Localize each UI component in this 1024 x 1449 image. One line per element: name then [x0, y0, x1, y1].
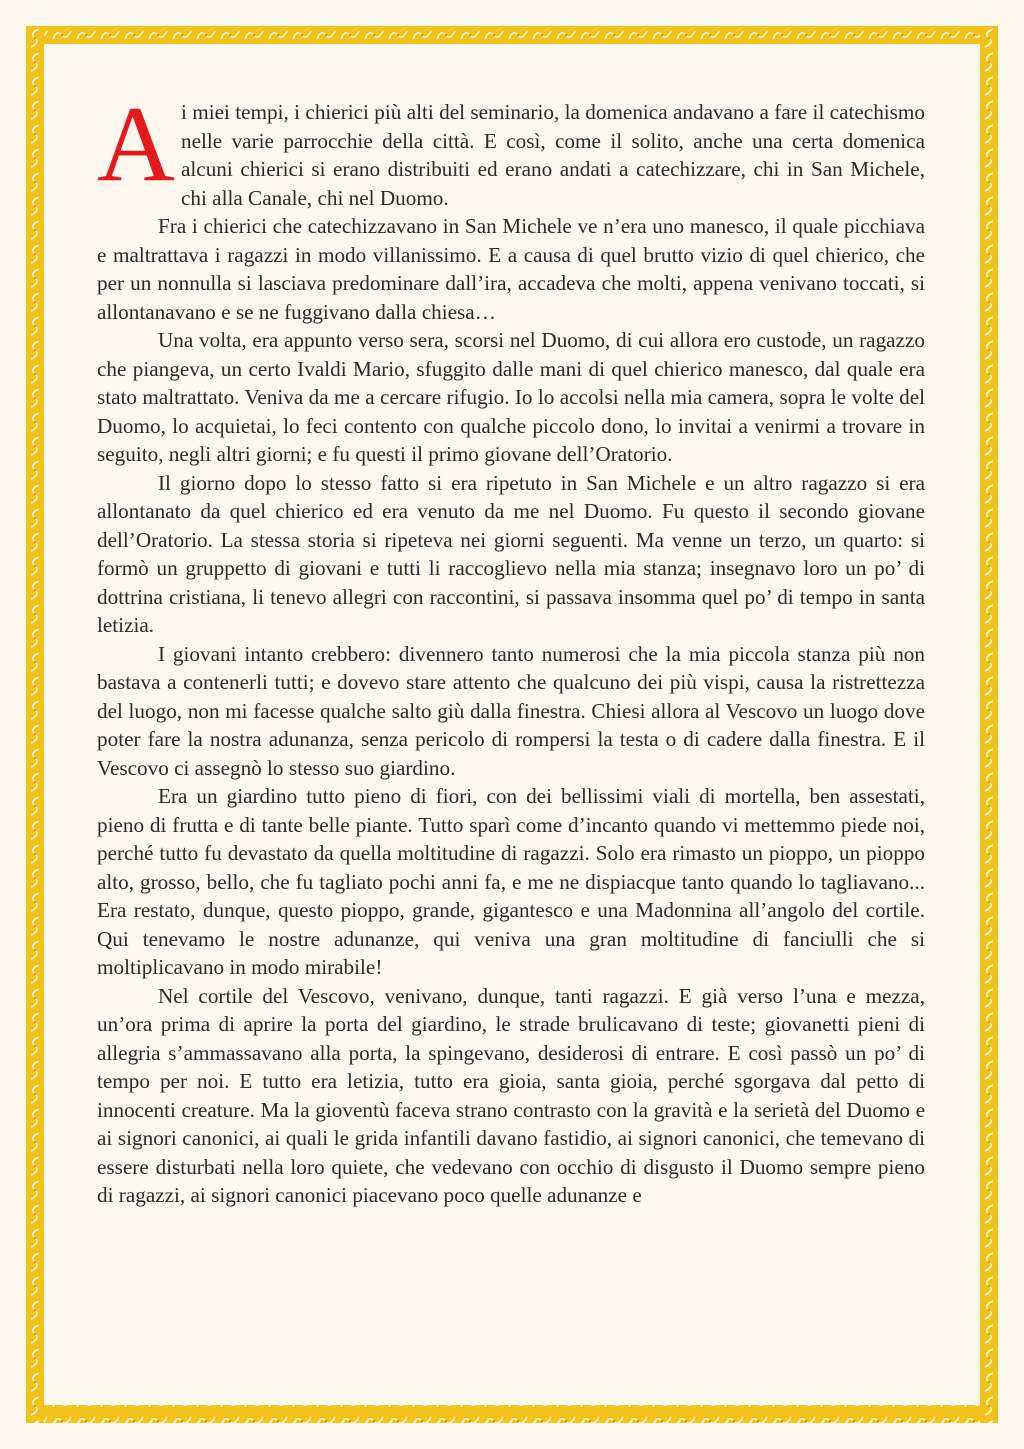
- paragraph-6: Era un giardino tutto pieno di fiori, con dei bellissimi viali di mortella, ben assestati, pieno di frutta e di tante belle piante. Tutto sparì come d’incanto quando vi mettemmo piede noi, perché tutto fu devastato da quella moltitudine di ragazzi. Solo era rimasto un pioppo, un pioppo alto, grosso, bello, che fu tagliato pochi anni fa, e me ne dispiacque tanto quando lo tagliavano... Era restato, dunque, questo pioppo, grande, gigantesco e una Madonnina all’angolo del cortile. Qui tenevamo le nostre adunanze, qui veniva una gran moltitudine di fanciulli che si moltiplicavano in modo mirabile!: [97, 784, 925, 979]
- document-body: [97, 85, 925, 1210]
- paragraph-2: Fra i chierici che catechizzavano in San Michele ve n’era uno manesco, il quale picchiava e maltrattava i ragazzi in modo villanissimo. E a causa di quel brutto vizio di quel chierico, che per un nonnulla si lasciava predominare dall’ira, accadeva che molti, appena venivano toccati, si allontanavano e se ne fuggivano dalla chiesa…: [97, 214, 925, 324]
- paragraph-4: Il giorno dopo lo stesso fatto si era ripetuto in San Michele e un altro ragazzo si era allontanato da quel chierico ed era venuto da me nel Duomo. Fu questo il secondo giovane dell’Oratorio. La stessa storia si ripeteva nei giorni seguenti. Ma venne un terzo, un quarto: si formò un gruppetto di giovani e tutti li raccoglievo nella mia stanza; insegnavo loro un po’ di dottrina cristiana, li tenevo allegri con raccontini, si passava insomma quel po’ di tempo in santa letizia.: [97, 470, 925, 637]
- paragraph-7: Nel cortile del Vescovo, venivano, dunque, tanti ragazzi. E già verso l’una e mezza, un’ora prima di aprire la porta del giardino, le strade brulicavano di teste; giovanetti pieni di allegria s’ammassavano alla porta, la spingevano, desiderosi di entrare. E così passò un po’ di tempo per noi. E tutto era letizia, tutto era gioia, santa gioia, perché sgorgava dal petto di innocenti creature. Ma la gioventù faceva strano contrasto con la gravità e la serietà del Duomo e ai signori canonici, ai quali le grida infantili davano fastidio, ai signori canonici, che temevano di essere disturbati nella loro quiete, che vedevano con occhio di disgusto il Duomo sempre pieno di ragazzi, ai signori canonici piacevano poco quelle adunanze e: [97, 983, 925, 1207]
- paragraph-5: I giovani intanto crebbero: divennero tanto numerosi che la mia piccola stanza più non bastava a contenerli tutti; e dovevo stare attento che qualcuno dei più vispi, causa la ristrettezza del luogo, non mi facesse qualche salto giù dalla finestra. Chiesi allora al Vescovo un luogo dove poter fare la nostra adunanza, senza pericolo di rompersi la testa o di cadere dalla finestra. E il Vescovo ci assegnò lo stesso suo giardino.: [97, 641, 925, 780]
- drop-cap: A: [97, 85, 175, 204]
- paragraph-1: [97, 85, 925, 212]
- paragraph-1-text: i miei tempi, i chierici più alti del seminario, la domenica andavano a fare il catechismo nelle varie parrocchie della città. E così, come il solito, anche una certa domenica alcuni chierici si erano distribuiti ed erano andati a catechizzare, chi in San Michele, chi alla Canale, chi nel Duomo.: [181, 100, 925, 210]
- paragraph-3: Una volta, era appunto verso sera, scorsi nel Duomo, di cui allora ero custode, un ragazzo che piangeva, un certo Ivaldi Mario, sfuggito dalle mani di quel chierico manesco, dal quale era stato maltrattato. Veniva da me a cercare rifugio. Io lo accolsi nella mia camera, sopra le volte del Duomo, lo acquietai, lo feci contento con qualche piccolo dono, lo invitai a venirmi a trovare in seguito, negli altri giorni; e fu questi il primo giovane dell’Oratorio.: [97, 328, 925, 466]
